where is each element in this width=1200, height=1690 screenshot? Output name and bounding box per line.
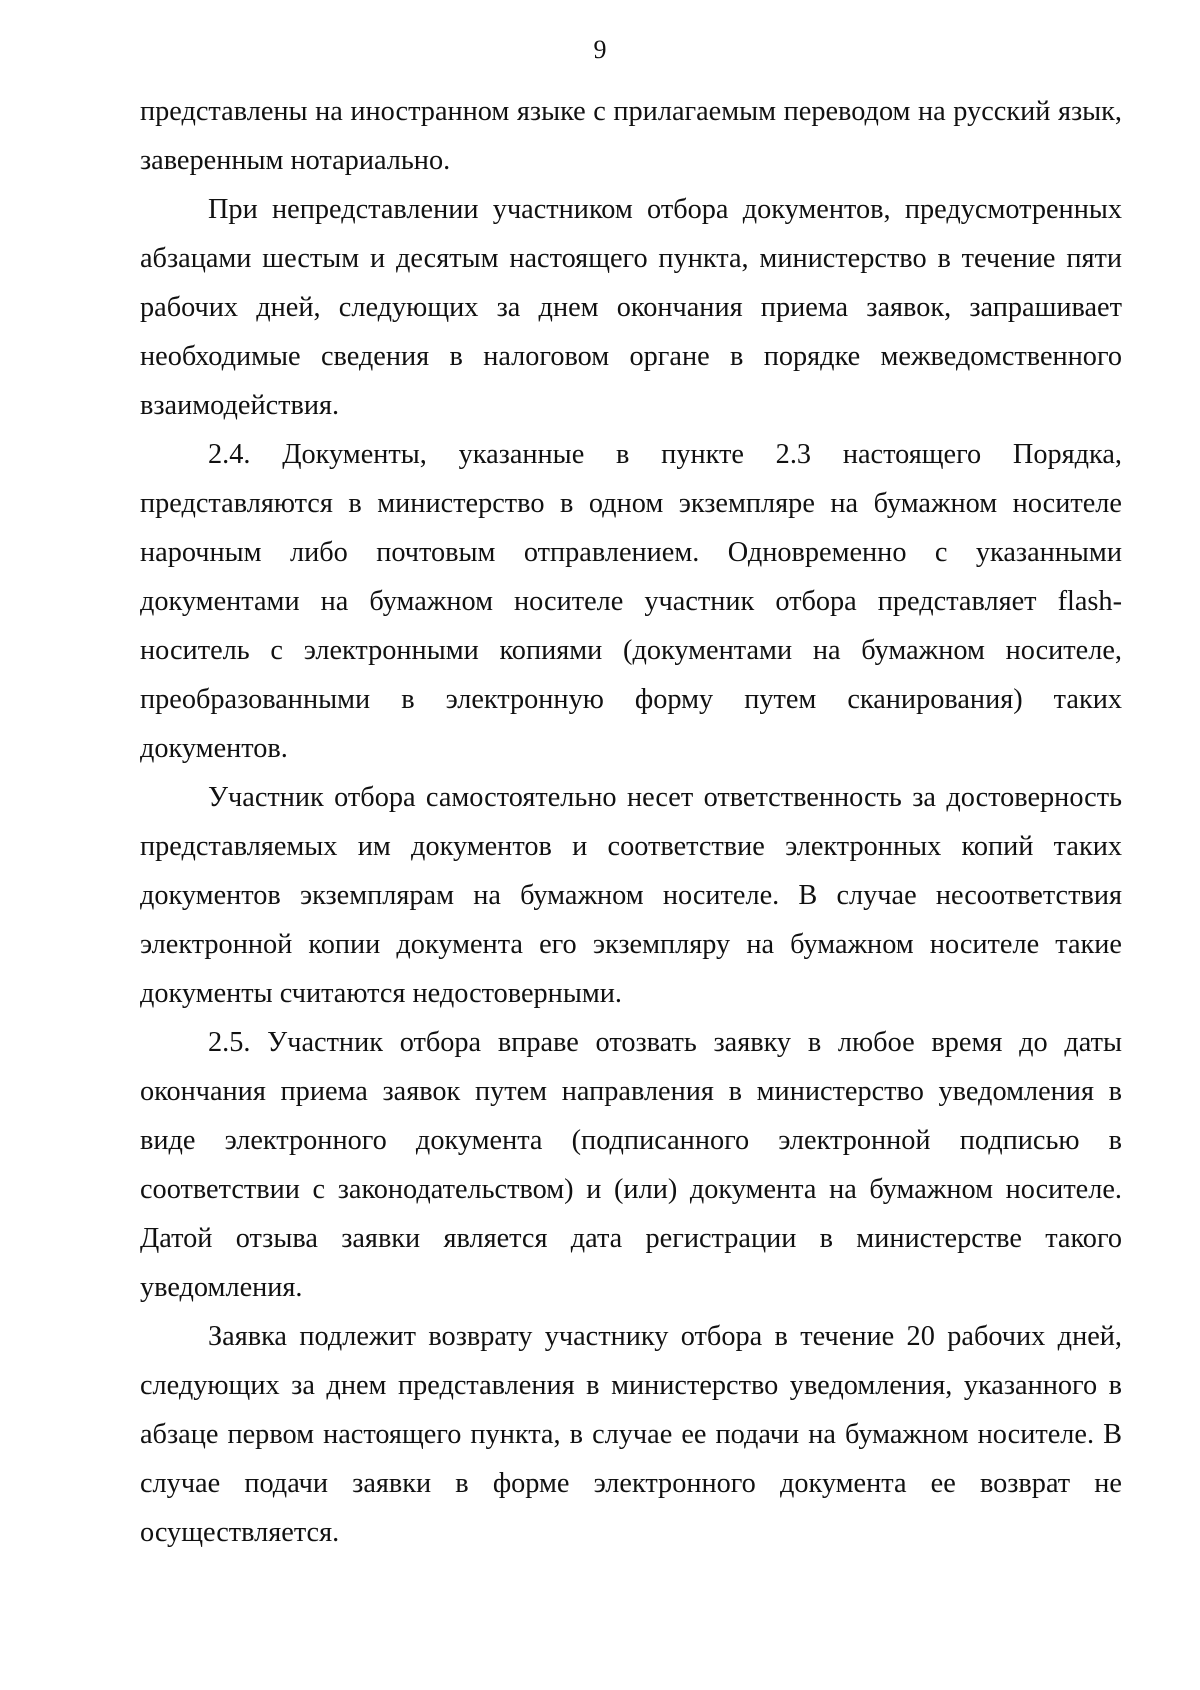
- paragraph-participant-responsibility: Участник отбора самостоятельно несет ответственность за достоверность представляемых им документов и соответствие электронных копий таких документов экземплярам на бумажном носителе. В случае несоответствия электронной копии документа его экземпляру на бумажном носителе такие документы считаются недостоверными.: [140, 782, 1122, 1009]
- paragraph-2-5-application-withdrawal: 2.5. Участник отбора вправе отозвать заявку в любое время до даты окончания приема заявок путем направления в министерство уведомления в виде электронного документа (подписанного электронной подписью в соответствии с законодательством) и (или) документа на бумажном носителе. Датой отзыва заявки является дата регистрации в министерстве такого уведомления.: [140, 1027, 1122, 1303]
- paragraph-application-return: Заявка подлежит возврату участнику отбора в течение 20 рабочих дней, следующих за днем представления в министерство уведомления, указанного в абзаце первом настоящего пункта, в случае ее подачи на бумажном носителе. В случае подачи заявки в форме электронного документа ее возврат не осуществляется.: [140, 1321, 1122, 1548]
- page-number: 9: [593, 35, 607, 64]
- paragraph-2-4-document-submission: 2.4. Документы, указанные в пункте 2.3 настоящего Порядка, представляются в министерство в одном экземпляре на бумажном носителе нарочным либо почтовым отправлением. Одновременно с указанными документами на бумажном носителе участник отбора представляет flash-носитель с электронными копиями (документами на бумажном носителе, преобразованными в электронную форму путем сканирования) таких документов.: [140, 439, 1122, 764]
- document-body: [140, 87, 1122, 1557]
- paragraph-tax-authority-request: При непредставлении участником отбора документов, предусмотренных абзацами шестым и десятым настоящего пункта, министерство в течение пяти рабочих дней, следующих за днем окончания приема заявок, запрашивает необходимые сведения в налоговом органе в порядке межведомственного взаимодействия.: [140, 194, 1122, 421]
- paragraph-translation-requirement: представлены на иностранном языке с прилагаемым переводом на русский язык, заверенным нотариально.: [140, 96, 1122, 176]
